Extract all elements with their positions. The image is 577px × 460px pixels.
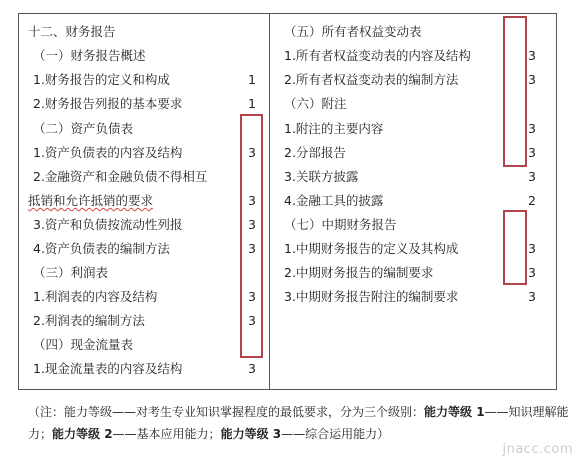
note-level1-desc: ——知识理解能力；	[28, 405, 569, 441]
ability-level-value: 3	[248, 217, 256, 232]
watermark-text: jnacc.com	[502, 442, 573, 457]
note-intro: （注：能力等级——对考生专业知识掌握程度的最低要求，分为三个级别：	[28, 405, 425, 419]
topic-text: 2.分部报告	[284, 145, 346, 160]
topic-text: （六）附注	[284, 96, 347, 111]
note-level2-desc: ——基本应用能力；	[112, 427, 221, 441]
topic-text: （二）资产负债表	[33, 121, 134, 136]
syllabus-table	[18, 13, 557, 390]
syllabus-row	[33, 94, 259, 114]
ability-level-value: 3	[528, 289, 536, 304]
topic-text: （四）现金流量表	[33, 337, 134, 352]
highlight-box-interim-report	[503, 210, 527, 285]
syllabus-row	[33, 239, 259, 259]
syllabus-row	[33, 335, 259, 355]
syllabus-row	[284, 287, 539, 307]
ability-level-value: 1	[248, 72, 256, 87]
ability-level-value: 1	[248, 96, 256, 111]
syllabus-row	[33, 167, 259, 187]
ability-level-value: 3	[248, 289, 256, 304]
topic-text: 4.金融工具的披露	[284, 193, 384, 208]
topic-text: 1.中期财务报告的定义及其构成	[284, 241, 459, 256]
ability-level-value: 3	[248, 145, 256, 160]
note-level3-desc: ——综合运用能力）	[281, 427, 390, 441]
syllabus-row	[33, 70, 259, 90]
ability-level-value: 3	[528, 241, 536, 256]
syllabus-row	[33, 46, 259, 66]
topic-text: 4.资产负债表的编制方法	[33, 241, 170, 256]
ability-level-value: 3	[528, 48, 536, 63]
ability-level-value: 2	[528, 193, 536, 208]
syllabus-row	[33, 287, 259, 307]
note-level3-label: 能力等级 3	[220, 427, 282, 441]
syllabus-row	[33, 263, 259, 283]
column-divider	[269, 14, 270, 389]
syllabus-row	[33, 359, 259, 379]
topic-text: 抵销和允许抵销的要求	[28, 193, 154, 208]
highlight-box-equity-notes	[503, 16, 527, 167]
syllabus-row	[284, 143, 539, 163]
ability-level-value: 3	[248, 241, 256, 256]
syllabus-row	[284, 215, 539, 235]
topic-text: （七）中期财务报告	[284, 217, 397, 232]
syllabus-row	[33, 143, 259, 163]
syllabus-row	[28, 22, 259, 42]
syllabus-row	[284, 167, 539, 187]
topic-text: 1.所有者权益变动表的内容及结构	[284, 48, 471, 63]
topic-text: 1.附注的主要内容	[284, 121, 384, 136]
syllabus-row	[284, 119, 539, 139]
syllabus-row	[33, 311, 259, 331]
topic-text: 1.财务报告的定义和构成	[33, 72, 170, 87]
syllabus-row	[284, 191, 539, 211]
topic-text: 2.利润表的编制方法	[33, 313, 145, 328]
syllabus-row	[284, 46, 539, 66]
ability-level-value: 3	[248, 313, 256, 328]
ability-level-value: 3	[248, 361, 256, 376]
syllabus-row	[284, 22, 539, 42]
topic-text: 2.金融资产和金融负债不得相互	[33, 169, 208, 184]
syllabus-row	[284, 263, 539, 283]
ability-level-value: 3	[528, 265, 536, 280]
topic-text: （一）财务报告概述	[33, 48, 146, 63]
ability-level-value: 3	[528, 121, 536, 136]
topic-text: 1.利润表的内容及结构	[33, 289, 158, 304]
ability-level-value: 3	[248, 193, 256, 208]
topic-text: 3.资产和负债按流动性列报	[33, 217, 183, 232]
note-level2-label: 能力等级 2	[52, 427, 113, 441]
topic-text: 1.现金流量表的内容及结构	[33, 361, 183, 376]
highlight-box-balance-sheet	[240, 114, 263, 358]
topic-text: 2.财务报告列报的基本要求	[33, 96, 183, 111]
syllabus-row	[33, 215, 259, 235]
syllabus-row	[284, 70, 539, 90]
topic-text: 3.关联方披露	[284, 169, 359, 184]
syllabus-row	[33, 119, 259, 139]
topic-text: 2.所有者权益变动表的编制方法	[284, 72, 459, 87]
syllabus-row	[284, 94, 539, 114]
topic-text: 十二、财务报告	[28, 24, 116, 39]
note-level1-label: 能力等级 1	[424, 405, 485, 419]
topic-text: （五）所有者权益变动表	[284, 24, 422, 39]
ability-level-value: 3	[528, 72, 536, 87]
syllabus-row	[28, 191, 259, 211]
topic-text: 1.资产负债表的内容及结构	[33, 145, 183, 160]
ability-level-note	[28, 401, 573, 445]
ability-level-value: 3	[528, 145, 536, 160]
syllabus-row	[284, 239, 539, 259]
topic-text: 3.中期财务报告附注的编制要求	[284, 289, 459, 304]
topic-text: 2.中期财务报告的编制要求	[284, 265, 434, 280]
ability-level-value: 3	[528, 169, 536, 184]
topic-text: （三）利润表	[33, 265, 109, 280]
